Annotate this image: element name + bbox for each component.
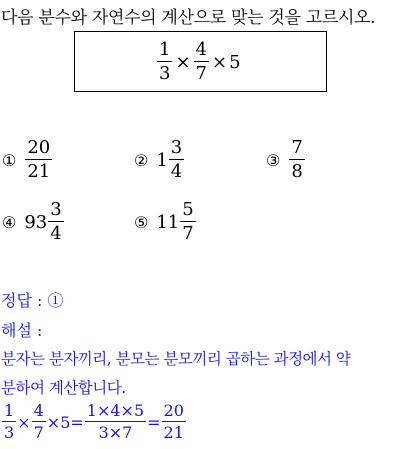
choice-marker: ④ [2, 212, 17, 232]
fraction-bar [157, 61, 172, 62]
fraction-denominator: 3 [4, 423, 15, 442]
fraction-numerator: 4 [33, 401, 44, 420]
fraction-bar [180, 221, 195, 222]
fraction-numerator: 3 [170, 137, 183, 158]
question-expression [156, 41, 241, 83]
choice-marker: ② [134, 150, 149, 170]
explanation-line-1: 분자는 분자끼리, 분모는 분모끼리 곱하는 과정에서 약 [1, 350, 351, 368]
choice-fraction [169, 139, 184, 181]
solution-fraction-2 [32, 403, 46, 441]
fraction-denominator: 8 [291, 161, 303, 182]
solution-fraction-3 [85, 403, 146, 441]
fraction-numerator: 1 [159, 39, 171, 60]
fraction-numerator: 5 [182, 199, 194, 220]
fraction-denominator: 3×7 [98, 423, 133, 442]
fraction-denominator: 21 [163, 423, 184, 442]
times-sign: × [212, 51, 228, 73]
fraction-bar [25, 159, 52, 160]
fraction-denominator: 7 [182, 223, 194, 244]
fraction-bar [162, 421, 186, 422]
fraction-4-7 [194, 41, 209, 83]
choice-marker: ③ [266, 150, 281, 170]
times-sign: × [175, 51, 191, 73]
fraction-denominator: 7 [195, 63, 207, 84]
choice-fraction [180, 201, 195, 243]
fraction-denominator: 3 [159, 63, 171, 84]
fraction-denominator: 21 [27, 161, 51, 182]
times-whole-equals: ×5= [46, 412, 84, 432]
fraction-numerator: 7 [291, 137, 303, 158]
fraction-bar [32, 421, 46, 422]
answer-label: 정답 : ① [1, 291, 64, 310]
mixed-whole: 11 [156, 211, 180, 233]
choice-fraction [48, 201, 63, 243]
solution-expression [1, 403, 187, 441]
fraction-1-3 [157, 41, 172, 83]
fraction-bar [2, 421, 16, 422]
fraction-bar [194, 61, 209, 62]
fraction-numerator: 3 [50, 199, 62, 220]
times-sign: × [17, 412, 31, 432]
solution-fraction-4 [162, 403, 186, 441]
explanation-label: 해설 : [1, 321, 43, 340]
choice-fraction [289, 139, 304, 181]
choice-4[interactable] [2, 201, 65, 243]
fraction-numerator: 20 [163, 401, 184, 420]
fraction-numerator: 1×4×5 [86, 401, 145, 420]
fraction-bar [289, 159, 304, 160]
solution-fraction-1 [2, 403, 16, 441]
whole-number: 5 [229, 51, 241, 73]
mixed-whole: 93 [24, 211, 48, 233]
choice-3[interactable] [266, 139, 306, 181]
choice-5[interactable] [134, 201, 197, 243]
fraction-bar [48, 221, 63, 222]
equals-sign: = [147, 412, 161, 432]
fraction-denominator: 4 [50, 223, 62, 244]
fraction-denominator: 7 [33, 423, 44, 442]
expression-box [74, 31, 327, 92]
question-text: 다음 분수와 자연수의 계산으로 맞는 것을 고르시오. [1, 8, 376, 28]
choice-marker: ⑤ [134, 212, 149, 232]
choice-2[interactable] [134, 139, 185, 181]
fraction-numerator: 4 [195, 39, 207, 60]
choice-1[interactable] [2, 139, 53, 181]
choice-fraction [25, 139, 52, 181]
fraction-numerator: 20 [27, 137, 51, 158]
fraction-bar [169, 159, 184, 160]
fraction-denominator: 4 [170, 161, 183, 182]
fraction-numerator: 1 [4, 401, 15, 420]
fraction-bar [85, 421, 146, 422]
explanation-line-2: 분하여 계산합니다. [1, 379, 126, 397]
choice-marker: ① [2, 150, 17, 170]
mixed-whole: 1 [156, 149, 168, 171]
